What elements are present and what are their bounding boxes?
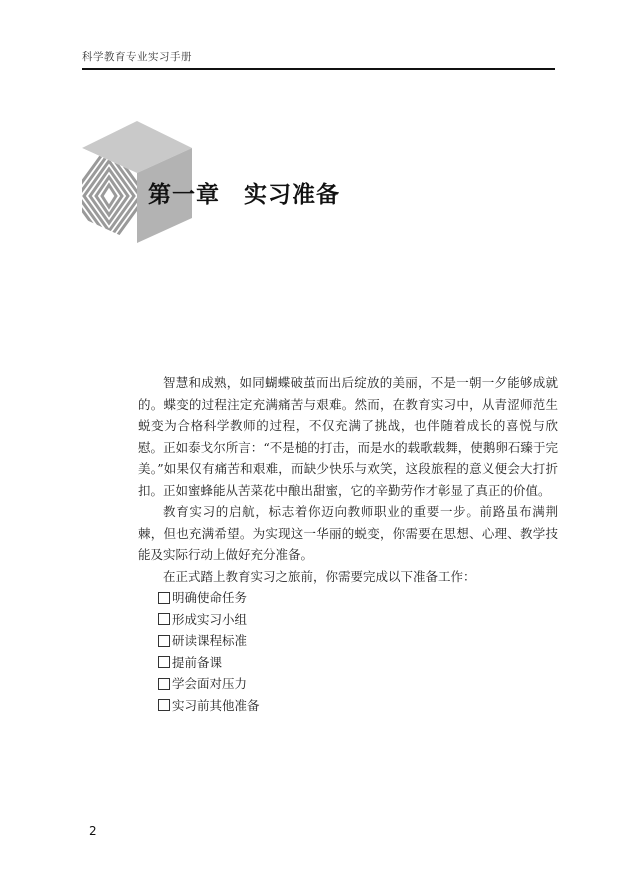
chapter-title: 第一章 实习准备	[148, 182, 340, 208]
checklist-item-label: 明确使命任务	[172, 590, 248, 605]
checkbox-icon	[158, 699, 170, 711]
checkbox-icon	[158, 592, 170, 604]
checklist-item	[158, 695, 558, 717]
intro-paragraph: 教育实习的启航，标志着你迈向教师职业的重要一步。前路虽布满荆棘，但也充满希望。为实现这一华丽的蜕变，你需要在思想、心理、教学技能及实际行动上做好充分准备。	[138, 504, 558, 562]
intro-paragraph: 智慧和成熟，如同蝴蝶破茧而出后绽放的美丽，不是一朝一夕能够成就的。蝶变的过程注定充满痛苦与艰难。然而，在教育实习中，从青涩师范生蜕变为合格科学教师的过程，不仅充满了挑战，也伴随着成长的喜悦与欣慰。正如泰戈尔所言：“不是槌的打击，而是水的载歌载舞，使鹅卵石臻于完美。”如果仅有痛苦和艰难，而缺少快乐与欢笑，这段旅程的意义便会大打折扣。正如蜜蜂能从苦菜花中酿出甜蜜，它的辛勤劳作才彰显了真正的价值。	[138, 375, 558, 498]
checklist-item	[158, 609, 558, 631]
checklist-item-label: 形成实习小组	[172, 611, 248, 627]
checklist-item	[158, 652, 558, 674]
chapter-intro	[138, 372, 558, 716]
running-head: 科学教育专业实习手册	[82, 51, 192, 63]
checklist-item-label: 实习前其他准备	[172, 697, 260, 713]
checkbox-icon	[158, 656, 170, 668]
checklist-item	[158, 587, 558, 609]
page-number: 2	[89, 824, 97, 838]
preparation-checklist	[138, 587, 558, 716]
checklist-item-label: 提前备课	[172, 654, 223, 670]
checklist-item-label: 研读课程标准	[172, 633, 248, 648]
intro-paragraph: 在正式踏上教育实习之旅前，你需要完成以下准备工作：	[163, 568, 476, 584]
checkbox-icon	[158, 613, 170, 625]
checklist-item	[158, 673, 558, 695]
checkbox-icon	[158, 678, 170, 690]
checkbox-icon	[158, 635, 170, 647]
checklist-item	[158, 630, 558, 652]
checklist-item-label: 学会面对压力	[172, 676, 248, 691]
header-rule	[82, 68, 555, 70]
